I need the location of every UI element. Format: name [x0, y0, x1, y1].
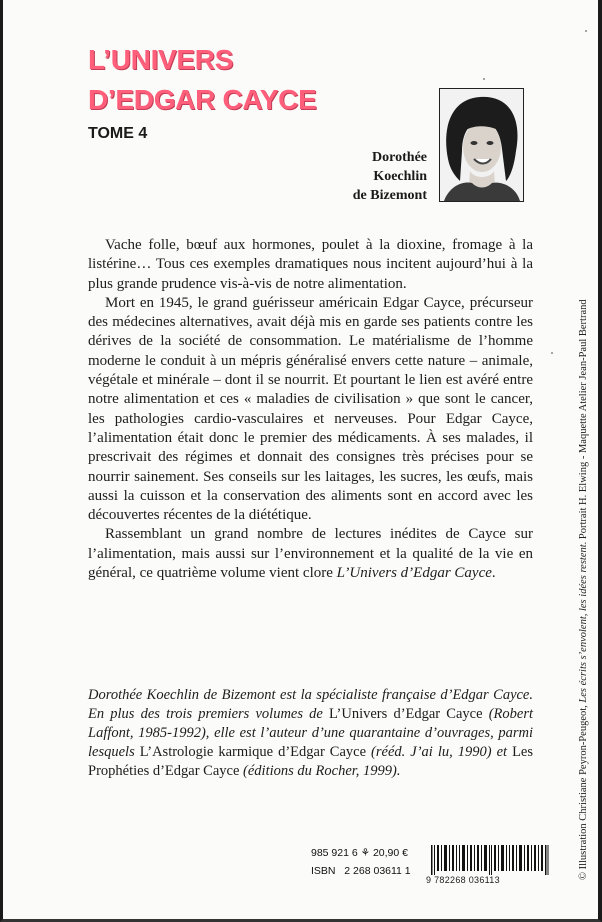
bio-text-4: (éditions du Rocher, 1999).: [239, 763, 401, 779]
author-bio: [88, 686, 533, 781]
credit-part-3: . Portrait H. Elwing - Maquette Atelier Jean-Paul Bertrand: [578, 299, 589, 545]
blurb-book-title: L’Univers d’Edgar Cayce: [336, 565, 492, 582]
bio-text-3: (rééd. J’ai lu, 1990) et: [366, 744, 513, 760]
credit-artwork-title: Les écrits s’envolent, les idées restent: [578, 544, 589, 703]
print-speck: [585, 30, 587, 32]
author-line-2: Koechlin: [373, 169, 427, 184]
barcode-icon: [431, 845, 549, 875]
author-portrait-icon: [439, 88, 524, 202]
bio-title-2: L’Astrologie karmique d’Edgar Cayce: [139, 744, 367, 760]
tome-label: TOME 4: [88, 125, 148, 142]
blurb-paragraph-3: [88, 525, 533, 583]
book-title: [88, 40, 408, 120]
author-name: [338, 148, 427, 205]
title-line-2: D’EDGAR CAYCE: [88, 84, 317, 115]
print-speck: [551, 352, 553, 354]
isbn-value: 2 268 03611 1: [344, 865, 411, 877]
isbn-label: ISBN: [311, 865, 336, 877]
barcode-digits: 9 782268 036113: [426, 875, 500, 885]
author-line-1: Dorothée: [372, 150, 427, 165]
credit-part-1: © Illustration Christiane Peyron-Peugeot,: [578, 702, 589, 880]
bio-title-3: Les Prophéties d’Edgar Cayce: [88, 744, 533, 779]
title-line-1: L’UNIVERS: [88, 44, 234, 75]
price-line: 985 921 6 ⚘ 20,90 €: [311, 847, 408, 859]
barcode-block: [311, 845, 551, 895]
blurb-paragraph-3-text: Rassemblant un grand nombre de lectures inédites de Cayce sur l’alimentation, mais aussi sur l’environnement et la qualité de la vie en général, ce quatrième volume vient clore: [88, 526, 533, 582]
blurb-paragraph-2: Mort en 1945, le grand guérisseur américain Edgar Cayce, précurseur des médecines alternatives, avait déjà mis en garde ses patients contre les dérives de la société de consommation. Le matérialisme de l’homme moderne le conduit à un mépris généralisé envers cette nature – animale, végétale et minérale – dont il se nourrit. Et pourtant le lien est avéré entre notre alimentation et ces « maladies de civilisation » que sont le cancer, les pathologies cardio-vasculaires et nerveuses. Pour Edgar Cayce, l’alimentation était donc le premier des médicaments. À ses malades, il prescrivait des régimes et donnait des consignes très précises pour se nourrir sainement. Ses conseils sur les laitages, les sucres, les œufs, mais aussi la cuisson et la conservation des aliments sont en accord avec les découvertes récentes de la diététique.: [88, 294, 533, 524]
bio-text-2: (Robert Laffont, 1985-1992), elle est l’auteur d’une quarantaine d’ouvrages, parmi lesquels: [88, 706, 534, 760]
blurb-text: [88, 236, 533, 583]
bio-title-1: L’Univers d’Edgar Cayce: [329, 706, 483, 722]
bio-text-1: Dorothée Koechlin de Bizemont est la spécialiste française d’Edgar Cayce. En plus des trois premiers volumes de: [88, 687, 533, 722]
illustration-credit: [578, 299, 589, 880]
print-speck: [483, 78, 485, 80]
blurb-paragraph-3-end: .: [491, 565, 496, 582]
author-line-3: de Bizemont: [352, 188, 427, 203]
isbn-line: [311, 865, 411, 877]
blurb-paragraph-1: Vache folle, bœuf aux hormones, poulet à la dioxine, fromage à la listérine… Tous ces exemples dramatiques nous incitent aujourd’hui à la plus grande prudence vis-à-vis de notre alimentation.: [88, 237, 533, 292]
